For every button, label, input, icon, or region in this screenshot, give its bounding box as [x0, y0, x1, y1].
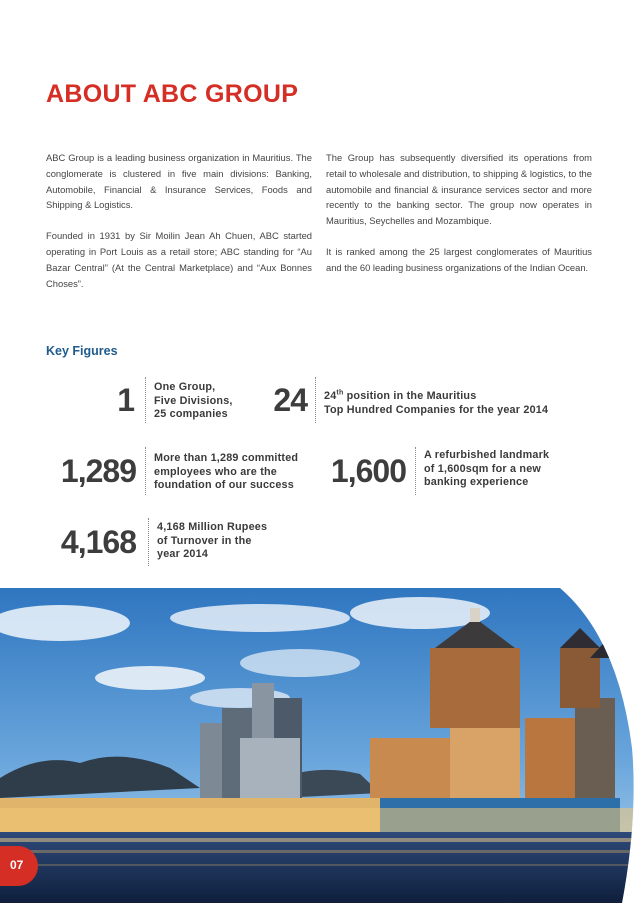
figure-number: 1	[117, 382, 134, 418]
figure-number: 1,600	[330, 453, 406, 489]
figure-divider	[315, 377, 316, 423]
figure-description: 4,168 Million Rupees of Turnover in the year 2014	[157, 521, 268, 560]
figure-description: More than 1,289 committed employees who are the foundation of our success	[154, 452, 299, 491]
page-number: 07	[10, 858, 24, 872]
figure-divider	[145, 447, 146, 495]
figure-description: 24th position in the Mauritius Top Hundred Companies for the year 2014	[324, 389, 549, 416]
figure-number: 24	[273, 382, 307, 418]
figure-number: 1,289	[60, 453, 136, 489]
intro-paragraph: The Group has subsequently diversified its operations from retail to wholesale and distribution, to shipping & logistics, to the automobile and financial & insurance services sector and more recently to the banking sector. The group now operates in Mauritius, Seychelles and Mozambique.	[326, 152, 592, 227]
key-figures-heading: Key Figures	[46, 344, 118, 358]
figure-description: One Group, Five Divisions, 25 companies	[154, 381, 233, 420]
harbour-city-photo	[0, 588, 638, 903]
intro-paragraph: ABC Group is a leading business organization in Mauritius. The conglomerate is clustered in five main divisions: Banking, Automobile, Financial & Insurance Services, Foods and Shipping & Logistics.	[46, 152, 312, 211]
figure-number: 4,168	[60, 524, 136, 560]
intro-right-column	[326, 150, 592, 291]
figure-divider	[145, 377, 146, 423]
intro-paragraph: Founded in 1931 by Sir Moilin Jean Ah Chuen, ABC started operating in Port Louis as a retail store; ABC standing for “Au Bazar Central” (At the Central Marketplace) and “Aux Bonnes Choses”.	[46, 230, 312, 289]
figure-divider	[148, 518, 149, 566]
figure-divider	[415, 447, 416, 495]
intro-left-column	[46, 150, 312, 306]
figure-description: A refurbished landmark of 1,600sqm for a new banking experience	[424, 449, 550, 488]
page-title: ABOUT ABC GROUP	[46, 80, 299, 108]
intro-paragraph: It is ranked among the 25 largest conglomerates of Mauritius and the 60 leading business organizations of the Indian Ocean.	[326, 245, 592, 273]
